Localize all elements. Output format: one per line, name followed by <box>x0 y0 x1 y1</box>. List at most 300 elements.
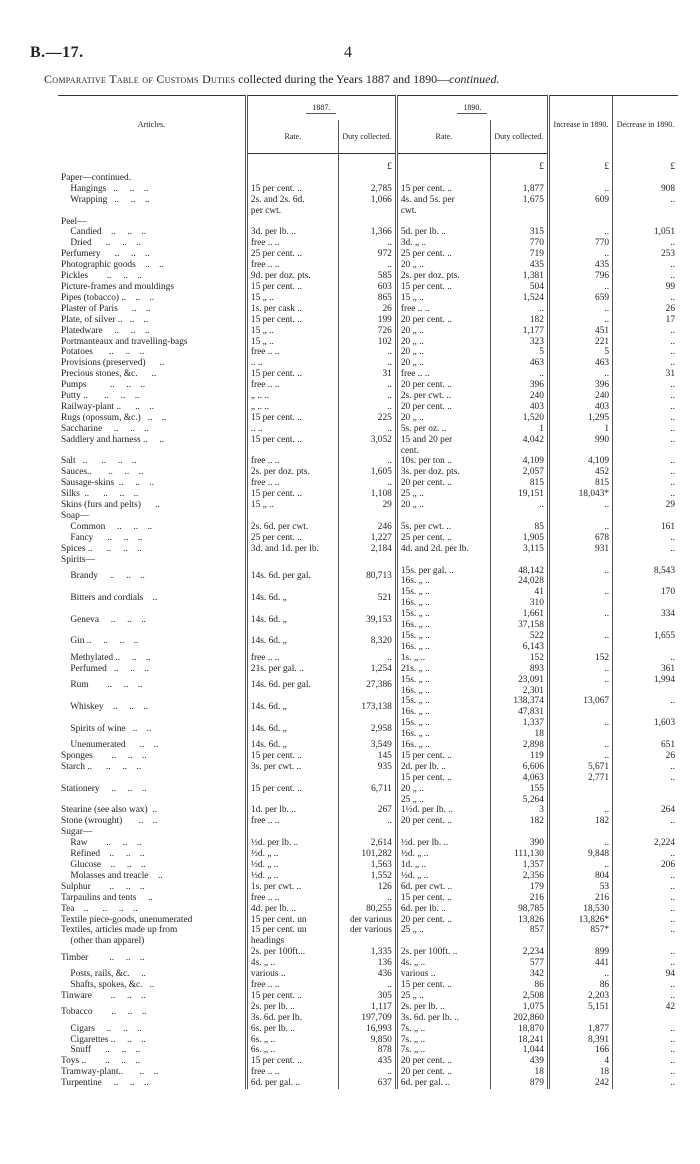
cell-duty-1887: 39,153 <box>338 609 396 631</box>
cell-rate-1887: free .. .. <box>246 653 338 664</box>
cell-rate-1887: 25 per cent. .. <box>246 533 338 544</box>
cell-article: Precious stones, &c. .. <box>61 369 157 380</box>
cell-duty-1890: 1,520 <box>490 413 548 424</box>
cell-increase: .. <box>548 675 612 697</box>
year-1887-label: 1887. <box>306 103 336 114</box>
table-row <box>58 904 678 915</box>
cell-duty-1887: 9,850 <box>338 1035 396 1046</box>
cell-decrease: 2,224 <box>613 838 678 849</box>
cell-article: Cigarettes .. .. .. <box>61 1034 146 1045</box>
cell-rate-1890: 20 „ .. <box>396 413 490 424</box>
cell-decrease: 334 <box>613 609 678 631</box>
cell-rate-1890 <box>396 827 490 838</box>
cell-duty-1887: 246 <box>338 522 396 533</box>
cell-rate-1890: 1d. „ .. <box>396 860 490 871</box>
cell-duty-1890 <box>490 173 548 184</box>
cell-decrease: 651 <box>613 740 678 751</box>
cell-rate-1887 <box>246 173 338 184</box>
cell-increase: 242 <box>548 1078 612 1089</box>
cell-article: Railway-plant .. .. .. <box>61 401 154 412</box>
cell-article: Photographic goods .. .. <box>61 260 164 271</box>
cell-rate-1887: .. .. <box>246 424 338 435</box>
cell-rate-1890: 15s. „ .. 16s. „ .. <box>396 587 490 609</box>
cell-rate-1887: 4d. per lb. .. <box>246 904 338 915</box>
table-row <box>58 718 678 740</box>
cell-increase: 18 <box>548 1067 612 1078</box>
cell-duty-1890: 216 <box>490 893 548 904</box>
cell-duty-1890: 435 <box>490 260 548 271</box>
table-row <box>58 326 678 337</box>
cell-rate-1887: ½d. „ .. <box>246 871 338 882</box>
cell-duty-1887: 3,549 <box>338 740 396 751</box>
cell-duty-1890: 18,241 <box>490 1035 548 1046</box>
cell-rate-1887: 3s. per cwt. .. <box>246 762 338 773</box>
cell-decrease: .. <box>613 413 678 424</box>
cell-rate-1887: ½d. per lb. .. <box>246 838 338 849</box>
cell-rate-1890: 20 „ .. <box>396 500 490 511</box>
cell-rate-1887: ½d. „ .. <box>246 860 338 871</box>
table-row <box>58 304 678 315</box>
cell-rate-1890: 7s. „ .. <box>396 1045 490 1056</box>
cell-duty-1887: .. <box>338 402 396 413</box>
cell-article: Textile piece-goods, unenumerated <box>61 914 193 925</box>
table-row <box>58 424 678 435</box>
cell-decrease: .. <box>613 337 678 348</box>
table-row <box>58 249 678 260</box>
cell-rate-1890: 15 per cent. .. <box>396 893 490 904</box>
cell-decrease: 206 <box>613 860 678 871</box>
cell-rate-1890 <box>396 173 490 184</box>
cell-duty-1887 <box>338 511 396 522</box>
cell-increase <box>548 217 612 228</box>
cell-rate-1890: 4d. and 2d. per lb. <box>396 544 490 555</box>
cell-decrease: 253 <box>613 249 678 260</box>
cell-duty-1887: 585 <box>338 271 396 282</box>
cell-rate-1890: 20 per cent. .. <box>396 1056 490 1067</box>
cell-duty-1887: 305 <box>338 991 396 1002</box>
cell-rate-1890: ½d. „ .. <box>396 849 490 860</box>
cell-rate-1887: 15 per cent. .. <box>246 369 338 380</box>
cell-rate-1887 <box>246 827 338 838</box>
cell-decrease: 94 <box>613 969 678 980</box>
cell-rate-1890: 10s. per ton .. <box>396 456 490 467</box>
cell-rate-1887: 14s. 6d. „ <box>246 740 338 751</box>
cell-article: Tramway-plant.. .. .. <box>61 1067 159 1078</box>
cell-article: Hangings .. .. .. <box>61 183 149 194</box>
cell-increase: 931 <box>548 544 612 555</box>
cell-duty-1890: 5 <box>490 347 548 358</box>
cell-rate-1887: 14s. 6d. per gal. <box>246 675 338 697</box>
cell-decrease: .. <box>613 1067 678 1078</box>
cell-duty-1890: 857 <box>490 925 548 947</box>
table-row <box>58 1024 678 1035</box>
cell-duty-1890: 1,075 202,860 <box>490 1002 548 1024</box>
cell-rate-1890: 2s. per 100ft. .. 4s. „ .. <box>396 947 490 969</box>
cell-rate-1890: 15 per cent. .. <box>396 751 490 762</box>
cell-increase: .. <box>548 805 612 816</box>
table-row <box>58 195 678 217</box>
cell-duty-1887: 2,958 <box>338 718 396 740</box>
cell-article: Picture-frames and mouldings <box>61 281 174 292</box>
cell-duty-1887: 435 <box>338 1056 396 1067</box>
cell-increase <box>548 173 612 184</box>
cell-article: Sponges .. .. .. <box>61 750 147 761</box>
title-smallcaps: Comparative Table of Customs Duties <box>44 72 236 86</box>
cell-rate-1890: 16s. „ .. <box>396 740 490 751</box>
cell-rate-1890: 2d. per lb. .. <box>396 762 490 773</box>
cell-increase: 678 <box>548 533 612 544</box>
cell-article: Toys .. .. .. .. <box>61 1056 141 1067</box>
cell-decrease: .. <box>613 456 678 467</box>
cell-article: Provisions (preserved) .. <box>61 358 165 369</box>
cell-duty-1890: 2,234 577 <box>490 947 548 969</box>
cell-duty-1890: 396 <box>490 380 548 391</box>
cell-increase: 2,203 <box>548 991 612 1002</box>
cell-duty-1887: .. <box>338 380 396 391</box>
cell-rate-1890: 20 per cent. .. <box>396 380 490 391</box>
cell-decrease: 1,603 <box>613 718 678 740</box>
cell-article: Snuff .. .. .. <box>61 1045 141 1056</box>
cell-increase: 216 <box>548 893 612 904</box>
cell-duty-1890: 1,661 37,158 <box>490 609 548 631</box>
cell-duty-1887: .. <box>338 424 396 435</box>
cell-article: Rum .. .. .. <box>61 680 143 691</box>
cell-duty-1890: 323 <box>490 337 548 348</box>
cell-duty-1887: .. <box>338 1067 396 1078</box>
cell-rate-1887: various .. <box>246 969 338 980</box>
cell-duty-1890: 1 <box>490 424 548 435</box>
cell-duty-1887: 27,386 <box>338 675 396 697</box>
table-row <box>58 358 678 369</box>
cell-decrease: .. <box>613 391 678 402</box>
cell-rate-1887: free .. .. <box>246 478 338 489</box>
cell-duty-1890: 1,357 <box>490 860 548 871</box>
cell-article: Putty .. .. .. .. <box>61 391 140 402</box>
cell-article: Turpentine .. .. .. <box>61 1078 149 1089</box>
cell-decrease: .. <box>613 326 678 337</box>
cell-article: Fancy .. .. .. <box>61 532 143 543</box>
cell-increase: .. <box>548 282 612 293</box>
cell-article: Stearine (see also wax) .. <box>61 805 158 816</box>
cell-article: Silks .. .. .. .. <box>61 489 139 500</box>
cell-increase: 53 <box>548 882 612 893</box>
cell-decrease <box>613 511 678 522</box>
cell-duty-1890: .. <box>490 304 548 315</box>
cell-rate-1887: 14s. 6d. „ <box>246 587 338 609</box>
cell-duty-1890: 463 <box>490 358 548 369</box>
cell-rate-1887: „ .. .. <box>246 402 338 413</box>
cell-article: Saddlery and harness .. .. <box>61 434 165 445</box>
cell-duty-1887: 1,605 <box>338 467 396 478</box>
cell-rate-1890: 7s. „ .. <box>396 1024 490 1035</box>
cell-rate-1890: 6d. per cwt. .. <box>396 882 490 893</box>
cell-article: Spirits— <box>61 554 95 565</box>
cell-decrease: .. <box>613 424 678 435</box>
cell-duty-1887: 1,563 <box>338 860 396 871</box>
cell-increase: 403 <box>548 402 612 413</box>
table-row <box>58 827 678 838</box>
cell-increase: .. <box>548 609 612 631</box>
col-header-duty-1887: Duty collected. <box>338 120 396 154</box>
cell-increase: .. <box>548 304 612 315</box>
cell-duty-1887: 726 <box>338 326 396 337</box>
cell-rate-1890: ½d. „ .. <box>396 871 490 882</box>
cell-rate-1890: 7s. „ .. <box>396 1035 490 1046</box>
cell-article: Peel— <box>61 216 87 227</box>
cell-duty-1890: 2,898 <box>490 740 548 751</box>
table-row <box>58 238 678 249</box>
cell-rate-1887 <box>246 555 338 566</box>
cell-duty-1890: 4,042 <box>490 435 548 457</box>
cell-article: Perfumery .. .. .. <box>61 249 150 260</box>
cell-duty-1887 <box>338 555 396 566</box>
cell-rate-1890: 20 „ .. <box>396 337 490 348</box>
cell-duty-1887: 80,713 <box>338 566 396 588</box>
cell-increase: .. <box>548 587 612 609</box>
cell-increase: 166 <box>548 1045 612 1056</box>
cell-rate-1887 <box>246 217 338 228</box>
cell-rate-1887: free .. .. <box>246 260 338 271</box>
cell-increase: 152 <box>548 653 612 664</box>
cell-rate-1890 <box>396 511 490 522</box>
table-row <box>58 435 678 457</box>
col-header-1890 <box>396 96 548 121</box>
cell-duty-1890: 182 <box>490 315 548 326</box>
cell-rate-1890: 21s. „ .. <box>396 664 490 675</box>
table-row <box>58 489 678 500</box>
table-row <box>58 522 678 533</box>
cell-rate-1887: 15 per cent. .. <box>246 184 338 195</box>
table-row <box>58 991 678 1002</box>
cell-decrease: .. <box>613 816 678 827</box>
cell-increase: 9,848 <box>548 849 612 860</box>
cell-increase: 221 <box>548 337 612 348</box>
cell-duty-1887: .. <box>338 358 396 369</box>
cell-article: Plate, of silver .. .. .. <box>61 314 149 325</box>
cell-duty-1890: 119 <box>490 751 548 762</box>
cell-duty-1890: 1,177 <box>490 326 548 337</box>
table-row <box>58 816 678 827</box>
cell-rate-1890: 5s. per cwt. .. <box>396 522 490 533</box>
cell-increase: 13,067 <box>548 696 612 718</box>
cell-rate-1887: 6d. per gal. .. <box>246 1078 338 1089</box>
cell-rate-1890: 20 „ .. <box>396 326 490 337</box>
cell-rate-1890: 25 „ .. <box>396 489 490 500</box>
cell-rate-1887: 15 per cent. .. <box>246 991 338 1002</box>
cell-decrease: .. <box>613 882 678 893</box>
cell-article: Spices .. .. .. .. <box>61 543 142 554</box>
cell-rate-1887: 15 „ .. <box>246 326 338 337</box>
cell-duty-1887: 2,184 <box>338 544 396 555</box>
table-row <box>58 555 678 566</box>
cell-duty-1887: 145 <box>338 751 396 762</box>
cell-duty-1890: 1,675 <box>490 195 548 217</box>
col-header-rate-1887: Rate. <box>246 120 338 154</box>
cell-duty-1890: 2,057 <box>490 467 548 478</box>
cell-decrease: .. <box>613 904 678 915</box>
cell-rate-1890 <box>396 555 490 566</box>
cell-rate-1887: 14s. 6d. „ <box>246 696 338 718</box>
cell-rate-1890: 15s. „ .. 16s. „ .. <box>396 696 490 718</box>
cell-duty-1890: 390 <box>490 838 548 849</box>
cell-duty-1890: 98,785 <box>490 904 548 915</box>
cell-rate-1890: 5s. per oz. .. <box>396 424 490 435</box>
table-row <box>58 500 678 511</box>
cell-increase: 5,671 <box>548 762 612 773</box>
cell-article: Paper—continued. <box>61 172 132 183</box>
cell-decrease: .. <box>613 871 678 882</box>
cell-article: Dried .. .. .. <box>61 238 141 249</box>
cell-rate-1887: 15 per cent. .. <box>246 413 338 424</box>
table-row <box>58 969 678 980</box>
cell-duty-1890: 719 <box>490 249 548 260</box>
cell-article: Platedware .. .. .. <box>61 325 150 336</box>
cell-rate-1890: various .. <box>396 969 490 980</box>
cell-decrease <box>613 217 678 228</box>
cell-rate-1887: „ .. .. <box>246 391 338 402</box>
cell-article: Stationery .. .. .. <box>61 783 147 794</box>
cell-duty-1890: 179 <box>490 882 548 893</box>
cell-rate-1887: free .. .. <box>246 893 338 904</box>
cell-duty-1890: 138,374 47,831 <box>490 696 548 718</box>
cell-decrease: 26 <box>613 751 678 762</box>
table-row <box>58 664 678 675</box>
cell-duty-1887: .. <box>338 238 396 249</box>
cell-increase: 451 <box>548 326 612 337</box>
cell-duty-1890: 4,109 <box>490 456 548 467</box>
cell-duty-1890: 1,044 <box>490 1045 548 1056</box>
cell-decrease: .. .. <box>613 947 678 969</box>
cell-increase: £ <box>548 162 612 173</box>
col-header-duty-1890: Duty collected. <box>490 120 548 154</box>
cell-duty-1890: 1,524 <box>490 293 548 304</box>
cell-rate-1887: 6s. „ .. <box>246 1035 338 1046</box>
table-row <box>58 511 678 522</box>
cell-duty-1887: 865 <box>338 293 396 304</box>
cell-duty-1890: 342 <box>490 969 548 980</box>
cell-article: Gin .. .. .. .. <box>61 636 139 647</box>
cell-duty-1890: 770 <box>490 238 548 249</box>
cell-rate-1887: .. .. <box>246 358 338 369</box>
cell-increase: .. <box>548 369 612 380</box>
cell-rate-1887: 3d. and 1d. per lb. <box>246 544 338 555</box>
cell-duty-1887: 3,052 <box>338 435 396 457</box>
table-row <box>58 1035 678 1046</box>
cell-increase: 86 <box>548 980 612 991</box>
cell-rate-1890: 15s. „ .. 16s. „ .. <box>396 609 490 631</box>
table-row <box>58 871 678 882</box>
cell-duty-1890: 182 <box>490 816 548 827</box>
cell-duty-1890: 2,356 <box>490 871 548 882</box>
cell-rate-1887: 14s. 6d. per gal. <box>246 566 338 588</box>
cell-decrease: 170 <box>613 587 678 609</box>
cell-duty-1887: 1,552 <box>338 871 396 882</box>
cell-rate-1887: free .. .. <box>246 238 338 249</box>
cell-rate-1887: 15 per cent. .. <box>246 773 338 806</box>
cell-decrease: .. <box>613 478 678 489</box>
cell-duty-1887: 2,785 <box>338 184 396 195</box>
title-italic: continued. <box>449 72 500 86</box>
col-header-1887 <box>246 96 396 121</box>
cell-duty-1890: 240 <box>490 391 548 402</box>
cell-duty-1890: 85 <box>490 522 548 533</box>
cell-duty-1887: 126 <box>338 882 396 893</box>
table-row <box>58 838 678 849</box>
table-row <box>58 631 678 653</box>
cell-duty-1887 <box>338 217 396 228</box>
cell-increase: .. <box>548 249 612 260</box>
cell-article: Bitters and cordials .. <box>61 592 158 603</box>
cell-article: Refined .. .. .. <box>61 849 145 860</box>
cell-duty-1887: 225 <box>338 413 396 424</box>
cell-decrease: .. <box>613 1056 678 1067</box>
cell-duty-1887: 521 <box>338 587 396 609</box>
cell-rate-1890: 15 per cent. .. <box>396 184 490 195</box>
cell-rate-1890: 2s. per cwt. .. <box>396 391 490 402</box>
cell-article: Sulphur .. .. .. <box>61 881 145 892</box>
cell-increase: .. <box>548 860 612 871</box>
cell-increase: 13,826* <box>548 915 612 926</box>
cell-duty-1887: 101,282 <box>338 849 396 860</box>
cell-rate-1887: free .. .. <box>246 347 338 358</box>
table-row <box>58 849 678 860</box>
cell-rate-1890: 6d. per gal. .. <box>396 1078 490 1089</box>
cell-rate-1887: 15 per cent. .. <box>246 751 338 762</box>
cell-duty-1887: 1,366 <box>338 227 396 238</box>
cell-duty-1890: 3 <box>490 805 548 816</box>
table-row <box>58 1078 678 1089</box>
cell-rate-1890: 20 per cent. .. <box>396 915 490 926</box>
cell-rate-1887: 1s. per cwt. .. <box>246 882 338 893</box>
cell-decrease: .. <box>613 1035 678 1046</box>
table-body <box>58 154 678 1090</box>
cell-article: Sugar— <box>61 827 93 838</box>
cell-increase: 435 <box>548 260 612 271</box>
table-row <box>58 915 678 926</box>
cell-rate-1890: 15s. „ .. 16s. „ .. <box>396 675 490 697</box>
cell-increase: .. <box>548 664 612 675</box>
table-row <box>58 293 678 304</box>
cell-decrease: £ <box>613 162 678 173</box>
table-row <box>58 609 678 631</box>
cell-article: Sauces.. .. .. .. <box>61 467 144 478</box>
cell-decrease: .. <box>613 533 678 544</box>
table-row <box>58 413 678 424</box>
table-row <box>58 860 678 871</box>
cell-increase <box>548 827 612 838</box>
cell-article: Pumps .. .. .. <box>61 380 146 391</box>
table-row <box>58 805 678 816</box>
cell-increase: 857* <box>548 925 612 947</box>
cell-rate-1887: 15 per cent. .. <box>246 1056 338 1067</box>
cell-rate-1890: free .. .. <box>396 369 490 380</box>
cell-duty-1890: 879 <box>490 1078 548 1089</box>
cell-decrease: 8,543 <box>613 566 678 588</box>
cell-article: Potatoes .. .. .. <box>61 347 145 358</box>
table-row <box>58 980 678 991</box>
cell-duty-1890: 13,826 <box>490 915 548 926</box>
cell-rate-1887: 6s. per lb. .. <box>246 1024 338 1035</box>
cell-increase: 396 <box>548 380 612 391</box>
cell-article: Rugs (opossum, &c.) .. .. <box>61 412 167 423</box>
cell-decrease: 161 <box>613 522 678 533</box>
cell-article: Geneva .. .. .. <box>61 614 146 625</box>
cell-decrease: .. <box>613 925 678 947</box>
cell-increase: 4 <box>548 1056 612 1067</box>
cell-duty-1887: 1,335 136 <box>338 947 396 969</box>
cell-decrease: .. <box>613 915 678 926</box>
title-plain: collected during the Years 1887 and 1890— <box>235 72 450 86</box>
